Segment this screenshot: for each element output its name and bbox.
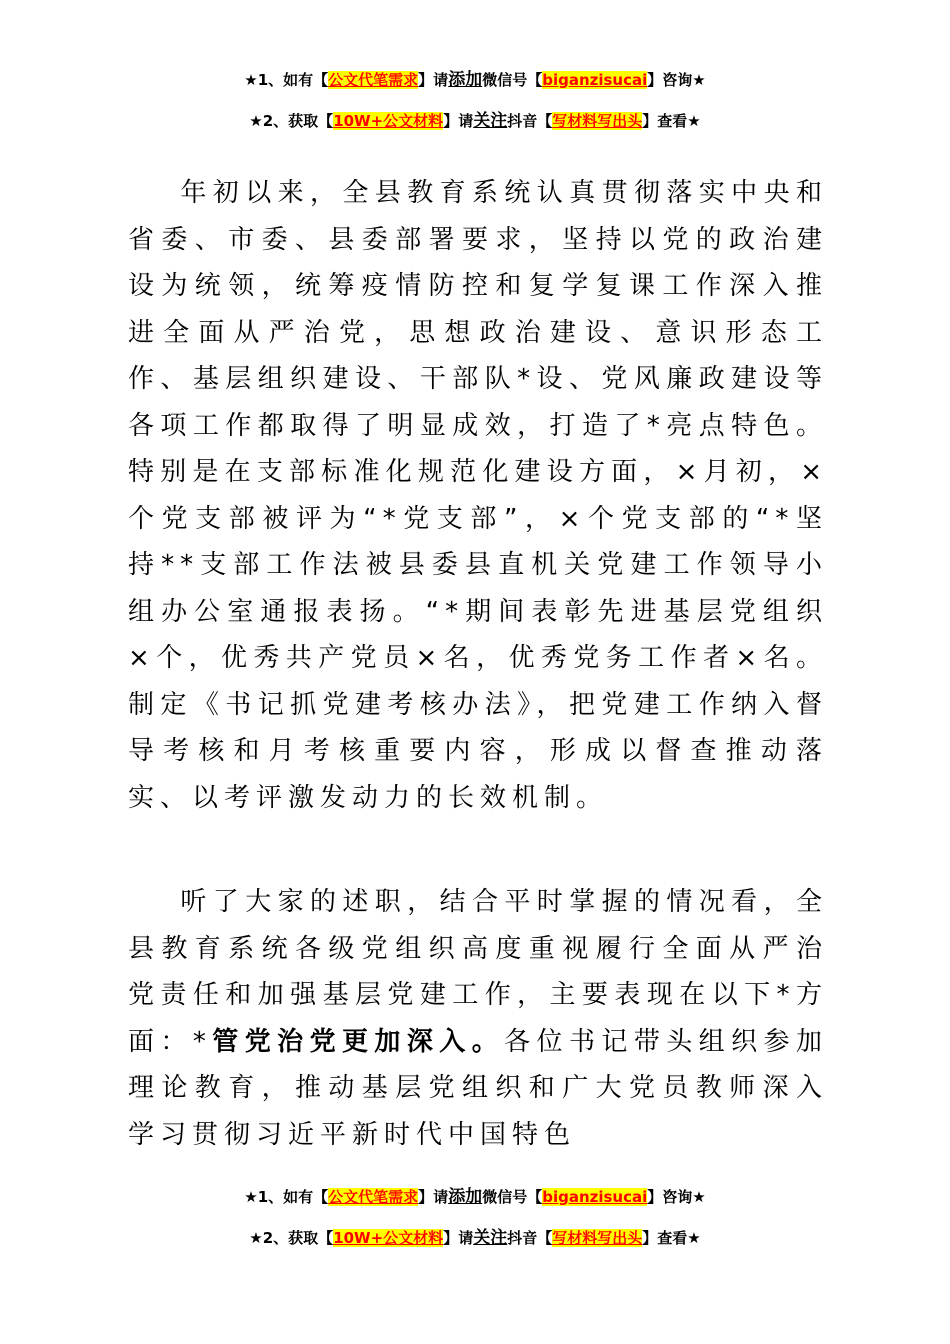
banner-text: 】咨询★ xyxy=(647,71,706,89)
banner-highlight-materials: 10W+公文材料 xyxy=(333,112,444,130)
banner-text: ★1、如有【 xyxy=(244,71,329,89)
banner-text: 抖音【 xyxy=(507,112,553,130)
paragraph-text: 各位书记带头组织参加理论教育，推动基层党组织和广大党员教师深入学习贯彻习近平新时代中国特色 xyxy=(128,1026,828,1150)
banner-text: 】请 xyxy=(418,1188,449,1206)
paragraph-text: 听了大家的述职，结合平时掌握的情况看，全县教育系统各级党组织高度重视履行全面从严治党责任和加强基层党建工作，主要表现在以下*方面：* xyxy=(128,887,828,1057)
banner-text: 微信号【 xyxy=(482,71,543,89)
bottom-banner xyxy=(0,1176,950,1256)
banner-text: 】查看★ xyxy=(642,112,701,130)
banner-line-1 xyxy=(0,69,950,91)
top-banner xyxy=(0,0,950,150)
banner-line-2 xyxy=(0,110,950,132)
banner-underlined-word: 关注 xyxy=(473,1228,508,1248)
paragraph-bold-heading: 管党治党更加深入。 xyxy=(211,1026,505,1057)
banner-highlight-wechat-id: biganzisucai xyxy=(542,71,648,89)
banner-text: 】查看★ xyxy=(642,1229,701,1247)
body-paragraph-1 xyxy=(128,170,828,821)
banner-text: 抖音【 xyxy=(507,1229,553,1247)
banner-highlight-materials: 10W+公文材料 xyxy=(333,1229,444,1247)
banner-highlight-wechat-id: biganzisucai xyxy=(542,1188,648,1206)
banner-underlined-word: 添加 xyxy=(448,70,483,90)
banner-highlight-douyin: 写材料写出头 xyxy=(552,1229,643,1247)
banner-highlight-service: 公文代笔需求 xyxy=(328,71,419,89)
banner-text: 】请 xyxy=(443,112,474,130)
banner-text: ★2、获取【 xyxy=(249,1229,334,1247)
banner-text: ★1、如有【 xyxy=(244,1188,329,1206)
banner-text: 】请 xyxy=(418,71,449,89)
banner-text: 】咨询★ xyxy=(647,1188,706,1206)
banner-text: 】请 xyxy=(443,1229,474,1247)
banner-highlight-douyin: 写材料写出头 xyxy=(552,112,643,130)
banner-text: 微信号【 xyxy=(482,1188,543,1206)
paragraph-text: 年初以来，全县教育系统认真贯彻落实中央和省委、市委、县委部署要求，坚持以党的政治建设为统领，统筹疫情防控和复学复课工作深入推进全面从严治党，思想政治建设、意识形态工作、基层组织建设、干部队*设、党风廉政建设等各项工作都取得了明显成效，打造了*亮点特色。特别是在支部标准化规范化建设方面，×月初，×个党支部被评为“*党支部”，×个党支部的“*坚持**支部工作法被县委县直机关党建工作领导小组办公室通报表扬。“*期间表彰先进基层党组织×个，优秀共产党员×名，优秀党务工作者×名。制定《书记抓党建考核办法》，把党建工作纳入督导考核和月考核重要内容，形成以督查推动落实、以考评激发动力的长效机制。 xyxy=(128,178,828,813)
banner-text: ★2、获取【 xyxy=(249,112,334,130)
banner-line-1 xyxy=(0,1186,950,1208)
banner-highlight-service: 公文代笔需求 xyxy=(328,1188,419,1206)
body-paragraph-2 xyxy=(128,879,828,1158)
banner-underlined-word: 添加 xyxy=(448,1187,483,1207)
banner-line-2 xyxy=(0,1227,950,1249)
banner-underlined-word: 关注 xyxy=(473,111,508,131)
